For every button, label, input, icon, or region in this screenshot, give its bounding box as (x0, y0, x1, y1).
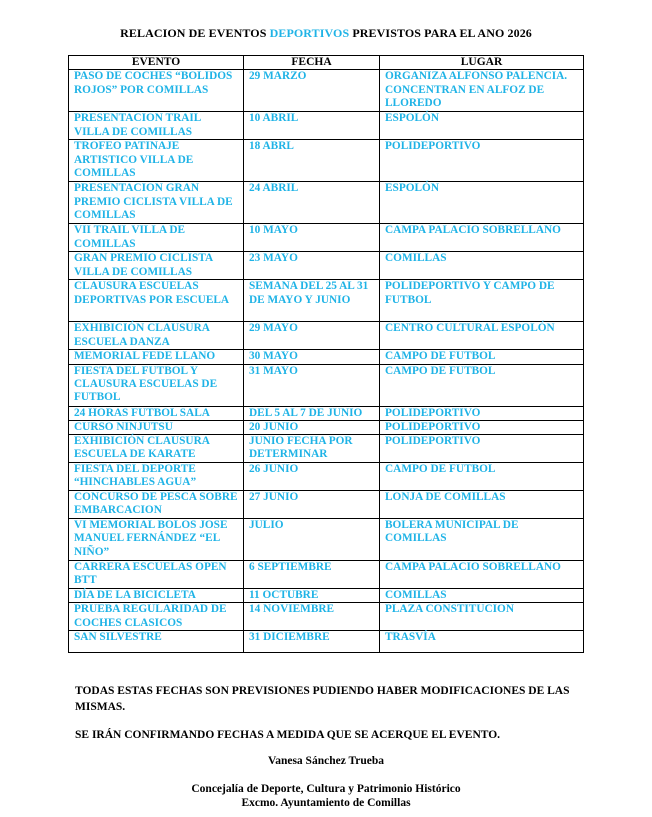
cell-fecha: 23 MAYO (244, 252, 380, 280)
table-row (69, 252, 584, 280)
cell-evento: 24 HORAS FUTBOL SALA (69, 406, 244, 420)
events-table (68, 55, 584, 653)
cell-fecha: JULIO (244, 519, 380, 561)
cell-lugar: COMILLAS (380, 252, 584, 280)
table-header-row (69, 56, 584, 70)
cell-fecha: 29 MARZO (244, 70, 380, 112)
signature-department: Concejalía de Deporte, Cultura y Patrimonio Histórico (191, 783, 461, 795)
table-row (69, 406, 584, 420)
table-row (69, 182, 584, 224)
cell-lugar: BOLERA MUNICIPAL DE COMILLAS (380, 519, 584, 561)
table-row (69, 589, 584, 603)
cell-evento: DÍA DE LA BICICLETA (69, 589, 244, 603)
cell-evento: CONCURSO DE PESCA SOBRE EMBARCACION (69, 491, 244, 519)
cell-lugar: CAMPO DE FUTBOL (380, 350, 584, 364)
cell-lugar: ORGANIZA ALFONSO PALENCIA. CONCENTRAN EN ALFOZ DE LLOREDO (380, 70, 584, 112)
cell-fecha: 24 ABRIL (244, 182, 380, 224)
table-row (69, 364, 584, 406)
header-fecha: FECHA (244, 56, 380, 70)
title-prefix: RELACION DE EVENTOS (120, 26, 270, 40)
cell-fecha: 10 MAYO (244, 224, 380, 252)
title-highlight: DEPORTIVOS (269, 26, 350, 40)
cell-fecha: 29 MAYO (244, 322, 380, 350)
cell-evento: EXHIBICIÓN CLAUSURA ESCUELA DANZA (69, 322, 244, 350)
note-confirmacion: SE IRÁN CONFIRMANDO FECHAS A MEDIDA QUE SE ACERQUE EL EVENTO. (75, 729, 501, 741)
cell-evento: EXHIBICIÓN CLAUSURA ESCUELA DE KARATE (69, 435, 244, 463)
cell-fecha: 18 ABRL (244, 140, 380, 182)
header-lugar: LUGAR (380, 56, 584, 70)
cell-fecha: 10 ABRIL (244, 112, 380, 140)
cell-lugar: CAMPO DE FUTBOL (380, 463, 584, 491)
cell-fecha: JUNIO FECHA POR DETERMINAR (244, 435, 380, 463)
cell-fecha: 20 JUNIO (244, 420, 380, 434)
cell-lugar: LONJA DE COMILLAS (380, 491, 584, 519)
cell-evento: VI MEMORIAL BOLOS JOSE MANUEL FERNÁNDEZ “EL NIÑO” (69, 519, 244, 561)
cell-fecha: 27 JUNIO (244, 491, 380, 519)
cell-evento: CARRERA ESCUELAS OPEN BTT (69, 561, 244, 589)
table-row (69, 631, 584, 653)
cell-evento: MEMORIAL FEDE LLANO (69, 350, 244, 364)
cell-lugar: POLIDEPORTIVO Y CAMPO DE FUTBOL (380, 280, 584, 322)
cell-evento: FIESTA DEL DEPORTE “HINCHABLES AGUA” (69, 463, 244, 491)
cell-lugar: CAMPA PALACIO SOBRELLANO (380, 224, 584, 252)
cell-evento: PASO DE COCHES “BOLIDOS ROJOS” POR COMILLAS (69, 70, 244, 112)
cell-lugar: ESPOLÓN (380, 182, 584, 224)
table-row (69, 519, 584, 561)
table-row (69, 112, 584, 140)
cell-fecha: 26 JUNIO (244, 463, 380, 491)
header-evento: EVENTO (69, 56, 244, 70)
cell-evento: SAN SILVESTRE (69, 631, 244, 653)
cell-evento: GRAN PREMIO CICLISTA VILLA DE COMILLAS (69, 252, 244, 280)
cell-lugar: COMILLAS (380, 589, 584, 603)
cell-lugar: POLIDEPORTIVO (380, 140, 584, 182)
table-row (69, 491, 584, 519)
table-row (69, 224, 584, 252)
cell-fecha: 30 MAYO (244, 350, 380, 364)
cell-evento: PRUEBA REGULARIDAD DE COCHES CLASICOS (69, 603, 244, 631)
cell-evento: CURSO NINJUTSU (69, 420, 244, 434)
cell-fecha: 31 MAYO (244, 364, 380, 406)
signature-council: Excmo. Ayuntamiento de Comillas (241, 797, 411, 809)
table-row (69, 603, 584, 631)
table-row (69, 280, 584, 322)
note-previsiones: TODAS ESTAS FECHAS SON PREVISIONES PUDIENDO HABER MODIFICACIONES DE LAS MISMAS. (75, 685, 570, 713)
table-row (69, 322, 584, 350)
document-title (0, 26, 652, 41)
table-row (69, 435, 584, 463)
cell-fecha: 11 OCTUBRE (244, 589, 380, 603)
table-row (69, 350, 584, 364)
table-row (69, 140, 584, 182)
cell-lugar: PLAZA CONSTITUCION (380, 603, 584, 631)
cell-lugar: POLIDEPORTIVO (380, 435, 584, 463)
cell-fecha: 6 SEPTIEMBRE (244, 561, 380, 589)
table-row (69, 70, 584, 112)
cell-fecha: 31 DICIEMBRE (244, 631, 380, 653)
cell-lugar: POLIDEPORTIVO (380, 420, 584, 434)
title-suffix: PREVISTOS PARA EL ANO 2026 (349, 26, 532, 40)
cell-lugar: CAMPA PALACIO SOBRELLANO (380, 561, 584, 589)
table-row (69, 463, 584, 491)
cell-evento: FIESTA DEL FUTBOL Y CLAUSURA ESCUELAS DE FUTBOL (69, 364, 244, 406)
cell-fecha: SEMANA DEL 25 AL 31 DE MAYO Y JUNIO (244, 280, 380, 322)
cell-fecha: 14 NOVIEMBRE (244, 603, 380, 631)
cell-lugar: POLIDEPORTIVO (380, 406, 584, 420)
cell-lugar: TRASVÍA (380, 631, 584, 653)
cell-evento: VII TRAIL VILLA DE COMILLAS (69, 224, 244, 252)
signature-name: Vanesa Sánchez Trueba (267, 755, 385, 767)
cell-evento: PRESENTACION TRAIL VILLA DE COMILLAS (69, 112, 244, 140)
cell-evento: PRESENTACION GRAN PREMIO CICLISTA VILLA DE COMILLAS (69, 182, 244, 224)
cell-fecha: DEL 5 AL 7 DE JUNIO (244, 406, 380, 420)
cell-lugar: CAMPO DE FUTBOL (380, 364, 584, 406)
cell-lugar: CENTRO CULTURAL ESPOLÓN (380, 322, 584, 350)
table-row (69, 420, 584, 434)
table-row (69, 561, 584, 589)
cell-evento: CLAUSURA ESCUELAS DEPORTIVAS POR ESCUELA (69, 280, 244, 322)
cell-lugar: ESPOLÓN (380, 112, 584, 140)
cell-evento: TROFEO PATINAJE ARTISTICO VILLA DE COMILLAS (69, 140, 244, 182)
